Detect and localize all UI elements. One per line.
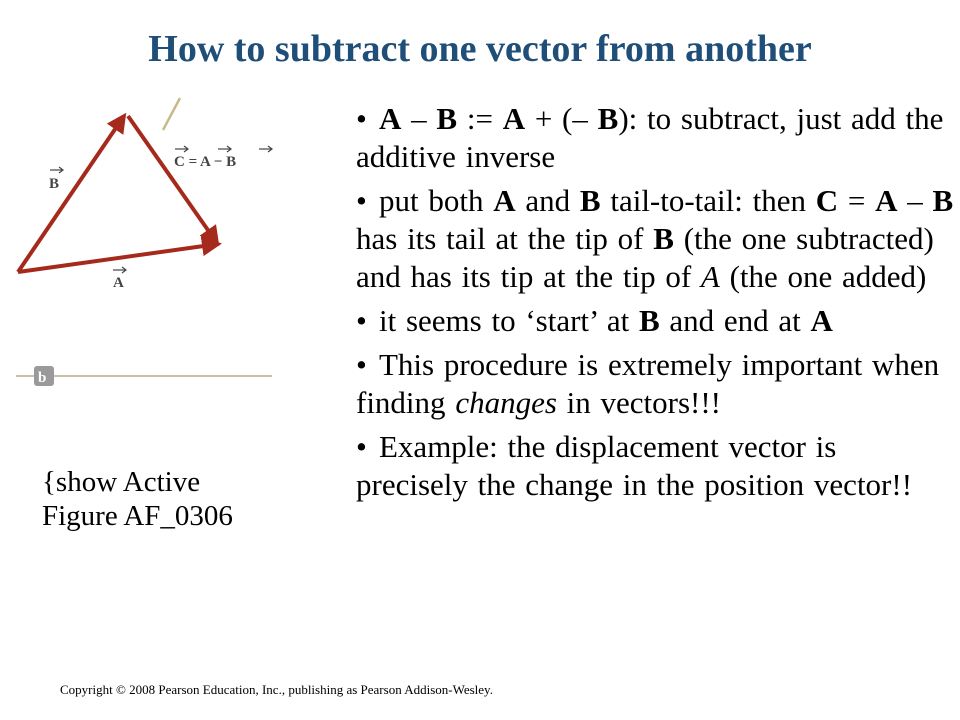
bullet-text-run: (the one added) [719, 259, 927, 294]
caption-line-2: Figure AF_0306 [42, 500, 233, 532]
bullet-text-run: ): to subtract, just add the additive inverse [356, 101, 944, 174]
bullet-list [356, 100, 956, 504]
bullet-text-run: changes [455, 385, 557, 420]
bullet-text-run: A [502, 101, 526, 136]
bullet-dot: • [356, 303, 367, 338]
bullet-dot: • [356, 347, 367, 382]
bullet-text-run: B [579, 183, 601, 218]
vector-b-arrow [18, 116, 124, 272]
bullet-item [356, 302, 956, 340]
slide-title: How to subtract one vector from another [148, 28, 812, 70]
label-c-text: C = A − B [174, 154, 237, 170]
bullet-text-run: := [457, 101, 503, 136]
vector-diagram [0, 80, 300, 400]
bullet-item [356, 182, 956, 296]
bullet-item [356, 346, 956, 422]
bullet-text-run: it seems to ‘start’ at [379, 303, 639, 338]
bullet-text-run: A [493, 183, 516, 218]
bullet-text-run: B [638, 303, 660, 338]
bullet-dot: • [356, 101, 367, 136]
bullet-text-run: A [875, 183, 898, 218]
bullet-item [356, 428, 956, 504]
label-a [113, 267, 126, 291]
bullet-text-run: tail-to-tail: then [600, 183, 816, 218]
bullet-text-run: in vectors!!! [556, 385, 722, 420]
bullet-text-run: A [810, 303, 833, 338]
caption-line-1: {show Active [42, 466, 201, 498]
figure-caption [42, 465, 233, 533]
label-b-text: B [49, 176, 60, 192]
bullet-text-run: put both [379, 183, 494, 218]
label-b [49, 167, 63, 192]
bullet-dot: • [356, 183, 367, 218]
bullet-text-run: (the one subtracted) and has its tip at the tip of [356, 221, 934, 294]
bullet-item [356, 100, 956, 176]
bullet-text-run: and end at [659, 303, 811, 338]
bullet-text-run: This procedure is extremely important when finding [356, 347, 940, 420]
guide-line [163, 98, 180, 130]
bullet-text-run: B [597, 101, 619, 136]
bullet-text-run: B [436, 101, 458, 136]
bullet-text-run: = [838, 183, 876, 218]
label-c-equation [174, 146, 272, 170]
bullet-text-run: A [700, 259, 720, 294]
bullet-text-run: – [897, 183, 933, 218]
bullet-text-run: B [932, 183, 954, 218]
vector-c-arrow [128, 116, 217, 243]
bullet-text-run: C [815, 183, 839, 218]
bullet-dot: • [356, 429, 367, 464]
bullet-text-run: A [379, 101, 402, 136]
label-a-text: A [113, 275, 124, 291]
bullet-text-run: Example: the displacement vector is precisely the change in the position vector!! [356, 429, 913, 502]
bullet-text-run: has its tail at the tip of [356, 221, 654, 256]
bullet-text-run: + (– [525, 101, 598, 136]
bullet-text-run: B [653, 221, 674, 256]
copyright-footer: Copyright © 2008 Pearson Education, Inc., publishing as Pearson Addison-Wesley. [60, 682, 493, 697]
bullet-text-run: – [401, 101, 437, 136]
vector-a-arrow [18, 244, 218, 272]
panel-badge-text: b [38, 370, 47, 386]
bullet-text-run: and [515, 183, 580, 218]
